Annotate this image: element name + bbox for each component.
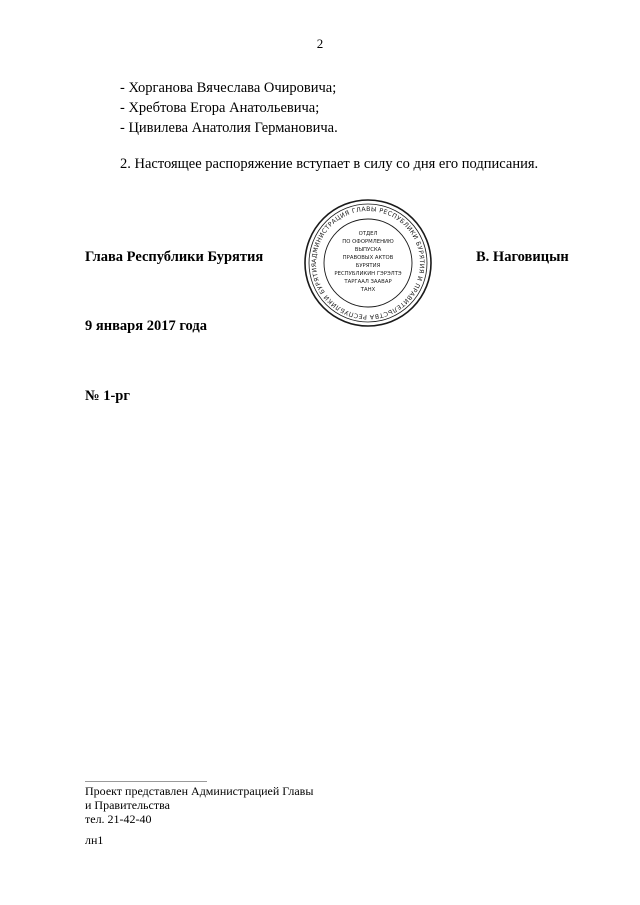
list-item: - Хорганова Вячеслава Очировича;	[120, 80, 337, 96]
seal-center-line: ПРАВОВЫХ АКТОВ	[342, 255, 394, 261]
footnote-divider	[85, 781, 207, 782]
document-number: № 1-рг	[85, 388, 130, 404]
seal-graphic	[302, 197, 434, 329]
signer-name: В. Наговицын	[476, 249, 569, 265]
seal-center-line: ОТДЕЛ	[358, 231, 378, 237]
footnote-line: Проект представлен Администрацией Главы	[85, 784, 314, 798]
executor-initials: лн1	[85, 833, 104, 847]
seal-ring-text: АДМИНИСТРАЦИЯ ГЛАВЫ РЕСПУБЛИКИ БУРЯТИЯ И ПРАВИТЕЛЬСТВА РЕСПУБЛИКИ БУРЯТИЯ	[310, 205, 426, 321]
footnote-line: тел. 21-42-40	[85, 812, 152, 826]
list-item: - Цивилева Анатолия Германовича.	[120, 120, 338, 136]
page-number: 2	[316, 36, 324, 51]
decree-item: 2. Настоящее распоряжение вступает в силу со дня его подписания.	[120, 156, 539, 172]
seal-center-line: РЕСПУБЛИКИН ГЭРЭЛТЭ	[334, 271, 402, 277]
seal-center-line: ТАРГААЛ ЗААВАР	[344, 279, 392, 285]
seal-center-line: ВЫПУСКА	[354, 247, 382, 253]
footnote-line: и Правительства	[85, 798, 170, 812]
seal-center-line: ТАНХ	[360, 287, 376, 293]
list-item: - Хребтова Егора Анатольевича;	[120, 100, 320, 116]
signer-title: Глава Республики Бурятия	[85, 249, 264, 265]
seal-center-line: БУРЯТИЯ	[355, 263, 381, 269]
document-date: 9 января 2017 года	[85, 318, 207, 334]
official-seal	[302, 197, 434, 329]
seal-center-line: ПО ОФОРМЛЕНИЮ	[342, 239, 394, 245]
